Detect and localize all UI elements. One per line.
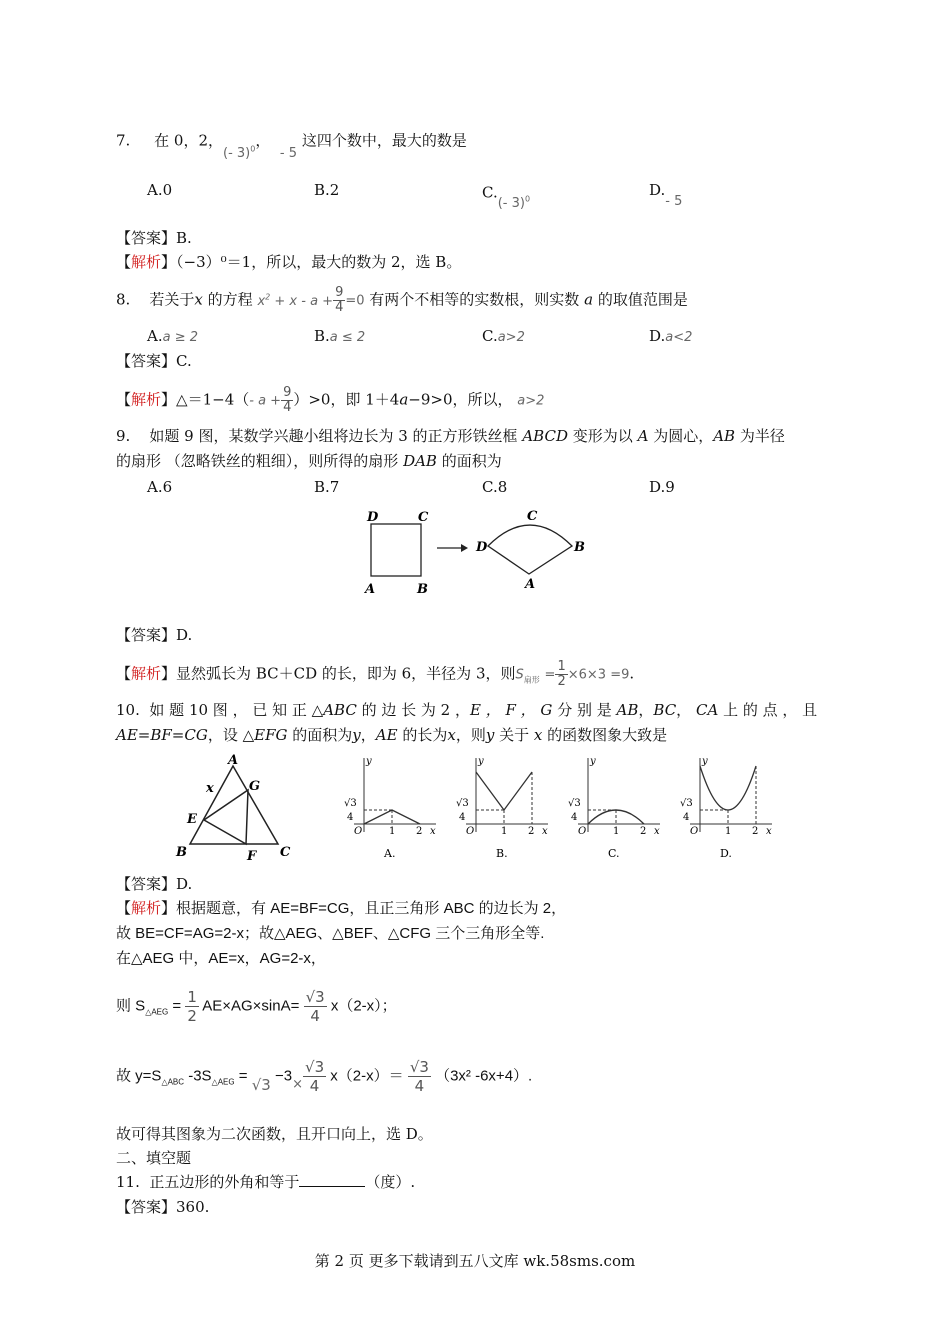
q9-option-d: D.9: [649, 478, 675, 496]
tri-label-f: F: [247, 849, 257, 864]
q9-stem-line2: 的扇形 （忽略铁丝的粗细），则所得的扇形 DAB 的面积为: [116, 452, 502, 470]
tick-four: 4: [347, 812, 354, 823]
q7-text-a: 在 0，2，: [154, 131, 224, 150]
tick-four: 4: [459, 812, 466, 823]
axis-y-label: y: [590, 756, 596, 767]
q10-analysis-1: 【解析】根据题意，有 AE=BF=CG，且正三角形 ABC 的边长为 2，: [116, 900, 567, 917]
graph-caption: D.: [720, 847, 732, 860]
question-number: 7.: [116, 131, 131, 150]
tri-label-c: C: [280, 845, 291, 860]
page-footer: 第 2 页 更多下载请到五八文库 wk.58sms.com: [314, 1252, 636, 1270]
origin-label: O: [690, 826, 699, 837]
q9-stem-line1: 9. 如题 9 图，某数学兴趣小组将边长为 3 的正方形铁丝框 ABCD 变形为以 A 为圆心，AB 为半径: [116, 427, 785, 445]
q8-stem: 8. 若关于x 的方程 $x^2 + x - a$ + $\frac{9}{4}$ =0 有两个不相等的实数根，则实数 a 的取值范围是: [116, 285, 688, 315]
q10-graph-b: [448, 754, 558, 864]
sector-label-a: A: [525, 577, 536, 592]
q10-answer: 【答案】D.: [116, 875, 193, 893]
tri-label-g: G: [249, 779, 261, 794]
q9-figure: [355, 502, 595, 602]
q7-option-a: A.0: [147, 181, 173, 199]
tick-1: 1: [389, 826, 396, 837]
q8-analysis: 【解析】△＝1−4（- a + $\frac{9}{4}$ ）>0，即 1＋4a−9>0，所以， a>2: [116, 385, 545, 415]
tri-label-b: B: [176, 845, 187, 860]
sector-label-c: C: [527, 509, 538, 524]
q8-option-b: B.a ≤ 2: [314, 327, 366, 345]
tick-2: 2: [640, 826, 647, 837]
triangle-efg: [204, 790, 248, 844]
tick-2: 2: [528, 826, 535, 837]
tick-2: 2: [416, 826, 423, 837]
q7-analysis: 【解析】（−3）⁰＝1，所以，最大的数为 2，选 B。: [116, 253, 462, 271]
axis-x-label: x: [654, 826, 660, 837]
arrow-head-icon: [461, 544, 468, 552]
q8-fraction: $\frac{9}{4}$: [335, 285, 344, 315]
q8-option-c: C.a>2: [482, 327, 525, 345]
q7-sep: ，: [255, 131, 271, 150]
q10-graph-d: [672, 754, 782, 864]
answer-blank: [299, 1172, 365, 1187]
graph-caption: C.: [608, 847, 620, 860]
graph-curve: [476, 772, 532, 810]
q7-expr: (- 3)$^0$: [223, 145, 256, 162]
q11-stem: 11. 正五边形的外角和等于 （度）.: [116, 1173, 416, 1191]
origin-label: O: [466, 826, 475, 837]
q10-stem-line1: 10. 如 题 10 图 ， 已 知 正 △ABC 的 边 长 为 2 ，E ， F ， G 分 别 是 AB，BC， CA 上 的 点 ， 且: [116, 701, 818, 719]
q7-text-b: 这四个数中，最大的数是: [301, 131, 467, 150]
square-frame: [371, 524, 421, 576]
sector-label-b: B: [574, 540, 585, 555]
q11-answer: 【答案】360.: [116, 1198, 210, 1216]
q7-option-b: B.2: [314, 181, 340, 199]
sq-label-d: D: [367, 510, 379, 525]
q10-analysis-3: 在△AEG 中，AE=x，AG=2-x，: [116, 950, 326, 967]
sq-label-c: C: [418, 510, 429, 525]
q7-option-c: C.(- 3)$^0$: [482, 183, 531, 212]
tick-root3: √3: [680, 798, 693, 809]
axis-x-label: x: [542, 826, 548, 837]
origin-label: O: [354, 826, 363, 837]
axis-x-label: x: [766, 826, 772, 837]
tri-label-e: E: [187, 812, 197, 827]
sector-label-d: D: [476, 540, 488, 555]
axis-y-label: y: [702, 756, 708, 767]
q9-answer: 【答案】D.: [116, 626, 193, 644]
tri-label-a: A: [228, 753, 239, 768]
tick-1: 1: [613, 826, 620, 837]
tick-1: 1: [501, 826, 508, 837]
graph-caption: B.: [496, 847, 508, 860]
q8-option-d: D.a<2: [649, 327, 693, 345]
q10-stem-line2: AE=BF=CG，设 △EFG 的面积为y，AE 的长为x，则y 关于 x 的函数图象大致是: [116, 726, 668, 744]
section-heading: 二、填空题: [116, 1149, 192, 1167]
tick-1: 1: [725, 826, 732, 837]
origin-label: O: [578, 826, 587, 837]
q9-option-a: A.6: [147, 478, 173, 496]
tick-root3: √3: [568, 798, 581, 809]
q10-analysis-2: 故 BE=CF=AG=2-x；故△AEG、△BEF、△CFG 三个三角形全等.: [116, 925, 545, 942]
q7-option-d: D.- 5: [649, 181, 683, 209]
q10-triangle-figure: [170, 752, 300, 864]
q7-neg-five: - 5: [279, 146, 298, 162]
sq-label-b: B: [417, 582, 428, 597]
tri-label-x: x: [206, 781, 214, 796]
graph-caption: A.: [384, 847, 396, 860]
q8-option-a: A.a ≥ 2: [147, 327, 199, 345]
q10-graph-a: [336, 754, 446, 864]
tick-2: 2: [752, 826, 759, 837]
graph-curve: [700, 766, 756, 810]
q10-graph-c: [560, 754, 670, 864]
q7-stem: [116, 128, 467, 162]
sector-shape: [488, 525, 572, 574]
q9-option-c: C.8: [482, 478, 508, 496]
q10-analysis-6: 故可得其图象为二次函数，且开口向上，选 D。: [116, 1125, 433, 1143]
axis-x-label: x: [430, 826, 436, 837]
tick-root3: √3: [344, 798, 357, 809]
axis-y-label: y: [478, 756, 484, 767]
tick-four: 4: [571, 812, 578, 823]
triangle-abc: [190, 766, 278, 844]
tick-root3: √3: [456, 798, 469, 809]
q7-answer: 【答案】B.: [116, 229, 192, 247]
sq-label-a: A: [365, 582, 376, 597]
q9-option-b: B.7: [314, 478, 340, 496]
q10-analysis-5: 故 $y=S_{\triangle ABC}$ $-3S_{\triangle AEG} = √3 -3\times$ $\frac{√3}{4}$ x（2-x）＝ $\frac{√3}{4}$ （3x² -6x+4）.: [116, 1058, 533, 1095]
tick-four: 4: [683, 812, 690, 823]
q8-answer: 【答案】C.: [116, 352, 192, 370]
q10-analysis-4: 则 $S_{\triangle AEG}$ = $\frac{1}{2}$ AE×AG×sinA= $\frac{√3}{4}$ x（2-x）；: [116, 988, 397, 1025]
q9-analysis: 【解析】显然弧长为 BC＋CD 的长，即为 6，半径为 3，则$S_{扇形}$ = $\frac{1}{2}$ ×6×3 =9.: [116, 659, 635, 689]
axis-y-label: y: [366, 756, 372, 767]
